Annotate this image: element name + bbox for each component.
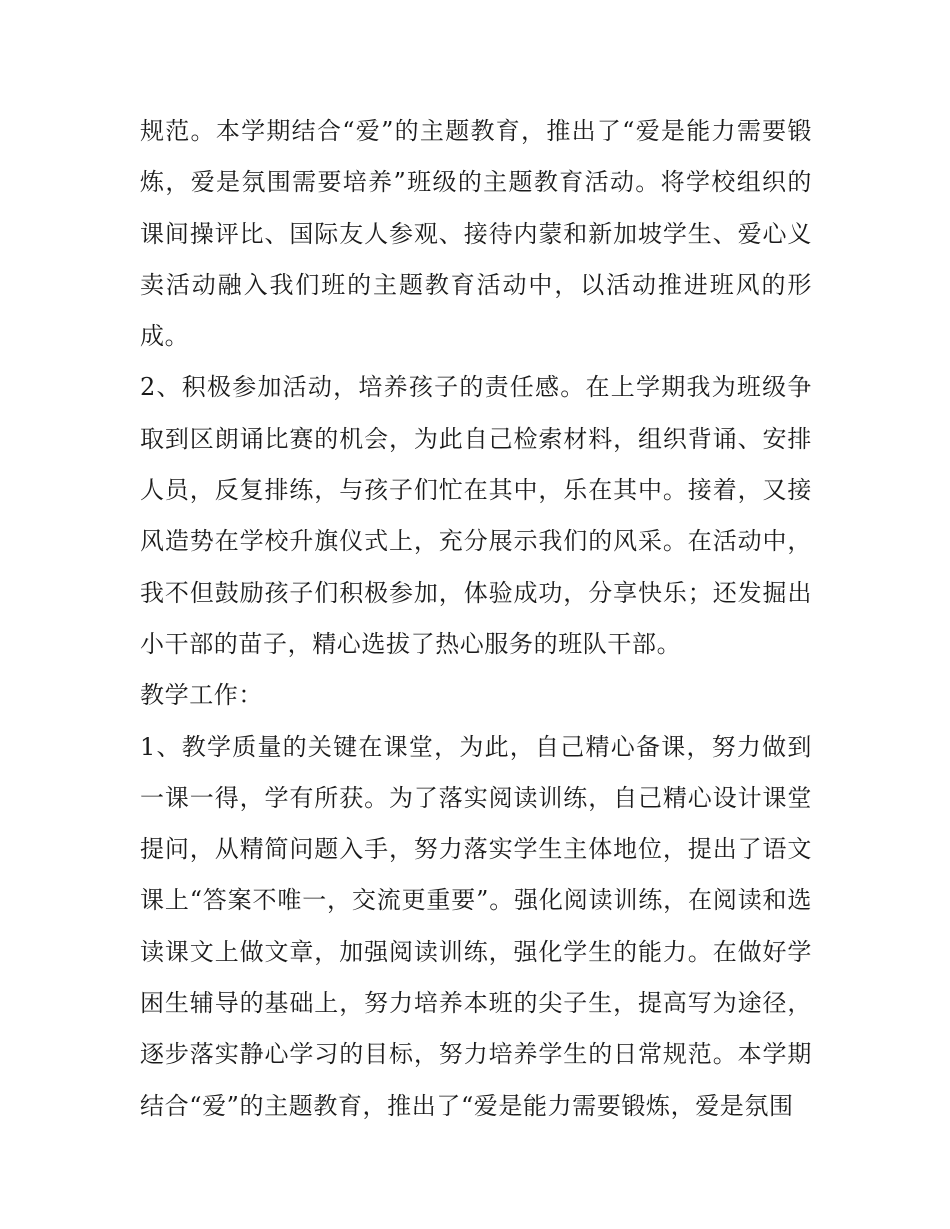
section-heading-teaching-work: 教学工作： [140, 681, 263, 710]
paragraph-teaching-quality: 1、教学质量的关键在课堂，为此，自己精心备课，努力做到一课一得，学有所获。为了落实阅读训练，自己精心设计课堂提问，从精简问题入手，努力落实学生主体地位，提出了语文课上“答案不唯一，交流更重要”。强化阅读训练，在阅读和选读课文上做文章，加强阅读训练，强化学生的能力。在做好学困生辅导的基础上，努力培养本班的尖子生，提高写为途径，逐步落实静心学习的目标，努力培养学生的日常规范。本学期结合“爱”的主题教育，推出了“爱是能力需要锻炼，爱是氛围 [140, 732, 812, 1120]
paragraph-class-theme-education: 规范。本学期结合“爱”的主题教育，推出了“爱是能力需要锻炼，爱是氛围需要培养”班级的主题教育活动。将学校组织的课间操评比、国际友人参观、接待内蒙和新加坡学生、爱心义卖活动融入我们班的主题教育活动中，以活动推进班风的形成。 [140, 117, 812, 351]
paragraph-activities-responsibility: 2、积极参加活动，培养孩子的责任感。在上学期我为班级争取到区朗诵比赛的机会，为此自己检索材料，组织背诵、安排人员，反复排练，与孩子们忙在其中，乐在其中。接着，又接风造势在学校升旗仪式上，充分展示我们的风采。在活动中，我不但鼓励孩子们积极参加，体验成功，分享快乐；还发掘出小干部的苗子，精心选拔了热心服务的班队干部。 [140, 373, 812, 658]
document-body [140, 106, 812, 1132]
